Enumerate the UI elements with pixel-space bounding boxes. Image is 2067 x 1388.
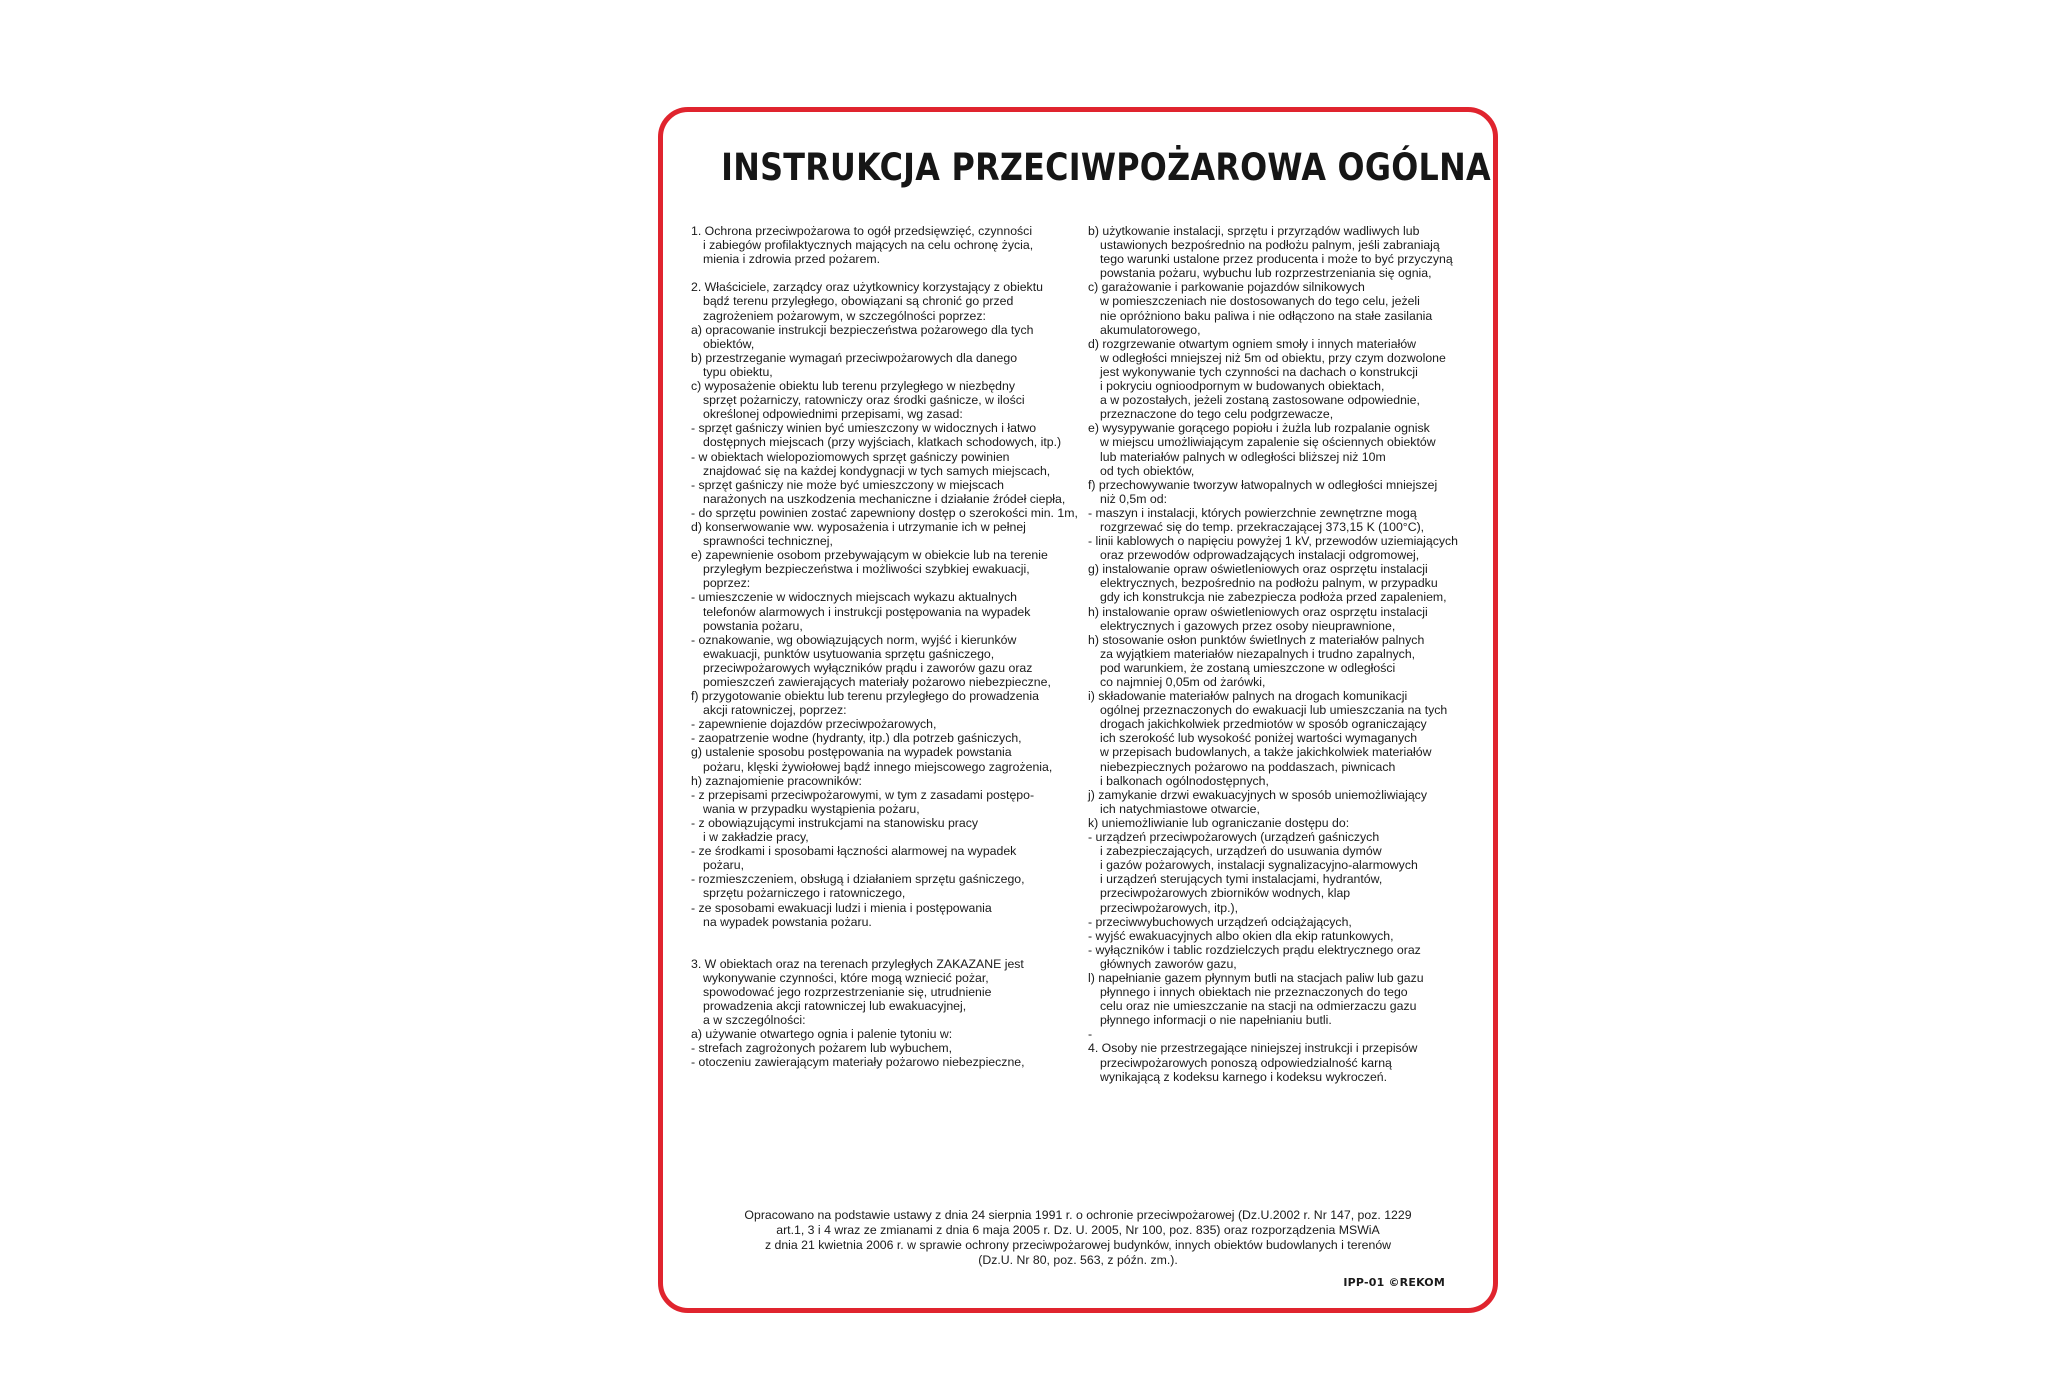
instruction-line: a) opracowanie instrukcji bezpieczeństwa pożarowego dla tych bbox=[691, 322, 1034, 337]
instruction-line: narażonych na uszkodzenia mechaniczne i działanie źródeł ciepła, bbox=[703, 491, 1066, 506]
instruction-line: l) napełnianie gazem płynnym butli na stacjach paliw lub gazu bbox=[1088, 970, 1424, 985]
instruction-line: przeciwpożarowych zbiorników wodnych, klap bbox=[1100, 886, 1351, 901]
instruction-line: g) instalowanie opraw oświetleniowych oraz osprzętu instalacji bbox=[1088, 562, 1428, 577]
instruction-line: sprzętu pożarniczego i ratowniczego, bbox=[703, 886, 906, 901]
instruction-line: - sprzęt gaśniczy nie może być umieszczony w miejscach bbox=[691, 477, 1004, 492]
instruction-line: - do sprzętu powinien zostać zapewniony dostęp o szerokości min. 1m, bbox=[691, 505, 1078, 520]
instruction-line bbox=[691, 929, 1074, 957]
instruction-line: przyległym bezpieczeństwa i możliwości szybkiej ewakuacji, bbox=[703, 562, 1030, 577]
instruction-line: i zabezpieczających, urządzeń do usuwania dymów bbox=[1100, 844, 1382, 859]
instruction-line: pożaru, bbox=[703, 858, 745, 873]
instruction-line: gdy ich konstrukcja nie zabezpiecza podłoża przed zapaleniem, bbox=[1100, 590, 1447, 605]
instruction-line: co najmniej 0,05m od żarówki, bbox=[1100, 675, 1266, 689]
instruction-line: płynnego i innych obiektach nie przeznaczonych do tego bbox=[1100, 985, 1408, 1000]
instruction-line: niż 0,5m od: bbox=[1100, 491, 1167, 506]
instruction-line: przeciwpożarowych, itp.), bbox=[1100, 900, 1239, 915]
instruction-line: a w pozostałych, jeżeli zostaną zastosowane odpowiednie, bbox=[1100, 393, 1420, 408]
instruction-line: c) garażowanie i parkowanie pojazdów silnikowych bbox=[1088, 280, 1365, 295]
instruction-line: prowadzenia akcji ratowniczej lub ewakuacyjnej, bbox=[703, 998, 967, 1013]
instruction-line: - linii kablowych o napięciu powyżej 1 kV, przewodów uziemiających bbox=[1088, 534, 1458, 549]
instruction-line: przeciwpożarowych ponoszą odpowiedzialność karną bbox=[1100, 1055, 1392, 1070]
instruction-line: - rozmieszczeniem, obsługą i działaniem sprzętu gaśniczego, bbox=[691, 872, 1025, 887]
instruction-line: pomieszczeń zawierających materiały pożarowo niebezpieczne, bbox=[703, 675, 1051, 689]
instruction-line: - zaopatrzenie wodne (hydranty, itp.) dla potrzeb gaśniczych, bbox=[691, 731, 1022, 746]
instruction-line: i pokryciu ognioodpornym w budowanych obiektach, bbox=[1100, 379, 1385, 394]
instruction-line: - z przepisami przeciwpożarowymi, w tym z zasadami postępo- bbox=[691, 787, 1035, 802]
right-column bbox=[1088, 224, 1472, 1084]
fire-safety-sign bbox=[658, 107, 1498, 1313]
instruction-line: 2. Właściciele, zarządcy oraz użytkownicy korzystający z obiektu bbox=[691, 280, 1043, 295]
instruction-line: - wyłączników i tablic rozdzielczych prądu elektrycznego oraz bbox=[1088, 942, 1421, 957]
instruction-line: rozgrzewać się do temp. przekraczającej 373,15 K (100°C), bbox=[1100, 519, 1425, 534]
instruction-line: powstania pożaru, bbox=[703, 618, 803, 633]
instruction-line: ewakuacji, punktów usytuowania sprzętu gaśniczego, bbox=[703, 646, 995, 661]
instruction-line: e) zapewnienie osobom przebywającym w obiekcie lub na terenie bbox=[691, 548, 1048, 563]
instruction-line: dostępnych miejscach (przy wyjściach, klatkach schodowych, itp.) bbox=[703, 435, 1062, 450]
instruction-line: lub materiałów palnych w odległości bliższej niż 10m bbox=[1100, 449, 1386, 464]
instruction-line: w pomieszczeniach nie dostosowanych do tego celu, jeżeli bbox=[1100, 294, 1420, 309]
instruction-line: d) konserwowanie ww. wyposażenia i utrzymanie ich w pełnej bbox=[691, 519, 1026, 534]
instruction-line: sprawności technicznej, bbox=[703, 534, 833, 549]
instruction-line: tego warunki ustalone przez producenta i może to być przyczyną bbox=[1100, 252, 1453, 267]
instruction-line: znajdować się na każdej kondygnacji w tych samych miejscach, bbox=[703, 463, 1051, 478]
instruction-line: przeciwpożarowych wyłączników prądu i zaworów gazu oraz bbox=[703, 660, 1033, 675]
instruction-line: wykonywanie czynności, które mogą wzniecić pożar, bbox=[703, 970, 989, 985]
instruction-line: bądź terenu przyległego, obowiązani są chronić go przed bbox=[703, 294, 1014, 309]
instruction-line: 4. Osoby nie przestrzegające niniejszej instrukcji i przepisów bbox=[1088, 1041, 1418, 1056]
instruction-line: od tych obiektów, bbox=[1100, 463, 1195, 478]
instruction-line: h) stosowanie osłon punktów świetlnych z materiałów palnych bbox=[1088, 632, 1425, 647]
instruction-line: w odległości mniejszej niż 5m od obiektu, przy czym dozwolone bbox=[1100, 350, 1446, 365]
instruction-line: obiektów, bbox=[703, 336, 755, 351]
instruction-line: - zapewnienie dojazdów przeciwpożarowych, bbox=[691, 717, 937, 732]
instruction-line: 3. W obiektach oraz na terenach przyległych ZAKAZANE jest bbox=[691, 956, 1024, 971]
instruction-line: określonej odpowiednimi przepisami, wg zasad: bbox=[703, 407, 963, 422]
instruction-line: spowodować jego rozprzestrzenianie się, utrudnienie bbox=[703, 984, 992, 999]
instruction-line: pożaru, klęski żywiołowej bądź innego miejscowego zagrożenia, bbox=[703, 759, 1053, 774]
instruction-line: a) używanie otwartego ognia i palenie tytoniu w: bbox=[691, 1027, 953, 1042]
instruction-line: f) przechowywanie tworzyw łatwopalnych w odległości mniejszej bbox=[1088, 477, 1438, 492]
instruction-line: d) rozgrzewanie otwartym ogniem smoły i innych materiałów bbox=[1088, 336, 1417, 351]
instruction-line: wania w przypadku wystąpienia pożaru, bbox=[703, 801, 920, 816]
instruction-line: - bbox=[1088, 1027, 1093, 1042]
instruction-line: f) przygotowanie obiektu lub terenu przyległego do prowadzenia bbox=[691, 689, 1039, 704]
instruction-line: j) zamykanie drzwi ewakuacyjnych w sposób uniemożliwiający bbox=[1088, 787, 1427, 802]
instruction-line: płynnego informacji o nie napełnianiu butli. bbox=[1100, 1013, 1332, 1028]
instruction-line: h) zaznajomienie pracowników: bbox=[691, 773, 862, 788]
instruction-line: za wyjątkiem materiałów niezapalnych i trudno zapalnych, bbox=[1100, 646, 1416, 661]
instruction-line: sprzęt pożarniczy, ratowniczy oraz środki gaśnicze, w ilości bbox=[703, 393, 1025, 408]
footer-line: art.1, 3 i 4 wraz ze zmianami z dnia 6 maja 2005 r. Dz. U. 2005, Nr 100, poz. 835) oraz rozporządzenia MSWiA bbox=[776, 1223, 1380, 1237]
instruction-line: i zabiegów profilaktycznych mających na celu ochronę życia, bbox=[703, 238, 1034, 253]
instruction-line: elektrycznych i gazowych przez osoby nieuprawnione, bbox=[1100, 618, 1396, 633]
instruction-line: na wypadek powstania pożaru. bbox=[703, 914, 872, 929]
instruction-line: telefonów alarmowych i instrukcji postępowania na wypadek bbox=[703, 604, 1031, 619]
instruction-line: niebezpiecznych pożarowo na poddaszach, piwnicach bbox=[1100, 759, 1396, 774]
instruction-line: pod warunkiem, że zostaną umieszczone w odległości bbox=[1100, 660, 1396, 675]
instruction-line: i) składowanie materiałów palnych na drogach komunikacji bbox=[1088, 689, 1408, 704]
instruction-line: - otoczeniu zawierającym materiały pożarowo niebezpieczne, bbox=[691, 1055, 1025, 1070]
instruction-line: zagrożeniem pożarowym, w szczególności poprzez: bbox=[703, 308, 986, 323]
instruction-line: elektrycznych, bezpośrednio na podłożu palnym, w przypadku bbox=[1100, 576, 1438, 591]
instruction-line: nie opróżniono baku paliwa i nie odłączono na stałe zasilania bbox=[1100, 308, 1433, 323]
instruction-line: h) instalowanie opraw oświetleniowych oraz osprzętu instalacji bbox=[1088, 604, 1428, 619]
instruction-line: k) uniemożliwianie lub ograniczanie dostępu do: bbox=[1088, 815, 1350, 830]
footer-line: (Dz.U. Nr 80, poz. 563, z późn. zm.). bbox=[978, 1253, 1178, 1267]
instruction-line: g) ustalenie sposobu postępowania na wypadek powstania bbox=[691, 745, 1012, 760]
instruction-line: - ze sposobami ewakuacji ludzi i mienia i postępowania bbox=[691, 900, 992, 915]
instruction-line: ustawionych bezpośrednio na podłożu palnym, jeśli zabraniają bbox=[1100, 238, 1440, 253]
instruction-line: w miejscu umożliwiającym zapalenie się ościennych obiektów bbox=[1100, 435, 1436, 450]
instruction-line: i balkonach ogólnodostępnych, bbox=[1100, 773, 1269, 788]
instruction-line: - strefach zagrożonych pożarem lub wybuchem, bbox=[691, 1041, 953, 1056]
instruction-line: akumulatorowego, bbox=[1100, 322, 1201, 337]
instruction-line: drogach jakichkolwiek przedmiotów w sposób ograniczający bbox=[1100, 717, 1427, 732]
instruction-line: 1. Ochrona przeciwpożarowa to ogół przedsięwzięć, czynności bbox=[691, 224, 1033, 238]
instruction-line: - umieszczenie w widocznych miejscach wykazu aktualnych bbox=[691, 590, 1017, 605]
legal-basis-footer bbox=[683, 1208, 1473, 1268]
instruction-line: wynikającą z kodeksu karnego i kodeksu wykroczeń. bbox=[1100, 1069, 1388, 1084]
instruction-line: ogólnej przeznaczonych do ewakuacji lub umieszczania na tych bbox=[1100, 703, 1448, 718]
instruction-line: przeznaczone do tego celu podgrzewacze, bbox=[1100, 407, 1334, 422]
instruction-line: - oznakowanie, wg obowiązujących norm, wyjść i kierunków bbox=[691, 632, 1017, 647]
instruction-line: jest wykonywanie tych czynności na dachach o konstrukcji bbox=[1100, 364, 1418, 379]
instruction-line: - w obiektach wielopoziomowych sprzęt gaśniczy powinien bbox=[691, 449, 1010, 464]
instruction-line: i w zakładzie pracy, bbox=[703, 830, 809, 845]
instruction-line: akcji ratowniczej, poprzez: bbox=[703, 703, 847, 718]
instruction-line: b) użytkowanie instalacji, sprzętu i przyrządów wadliwych lub bbox=[1088, 224, 1420, 238]
product-code: IPP-01 ©REKOM bbox=[1343, 1276, 1445, 1289]
footer-line: Opracowano na podstawie ustawy z dnia 24 sierpnia 1991 r. o ochronie przeciwpożarowej (Dz.U.2002 r. Nr 147, poz. 1229 bbox=[744, 1208, 1412, 1222]
instruction-line bbox=[691, 266, 1074, 280]
footer-line: z dnia 21 kwietnia 2006 r. w sprawie ochrony przeciwpożarowej budynków, innych obiektów budowlanych i terenów bbox=[764, 1238, 1392, 1252]
instruction-line: w przepisach budowlanych, a także jakichkolwiek materiałów bbox=[1100, 745, 1432, 760]
left-column bbox=[691, 224, 1078, 1070]
instruction-line: - maszyn i instalacji, których powierzchnie zewnętrzne mogą bbox=[1088, 505, 1417, 520]
instruction-line: - urządzeń przeciwpożarowych (urządzeń gaśniczych bbox=[1088, 830, 1380, 845]
instruction-line: a w szczególności: bbox=[703, 1013, 806, 1028]
instruction-line: - ze środkami i sposobami łączności alarmowej na wypadek bbox=[691, 844, 1017, 859]
instruction-line: - sprzęt gaśniczy winien być umieszczony w widocznych i łatwo bbox=[691, 421, 1037, 436]
instruction-line: powstania pożaru, wybuchu lub rozprzestrzeniania się ognia, bbox=[1100, 266, 1432, 281]
instruction-line: - wyjść ewakuacyjnych albo okien dla ekip ratunkowych, bbox=[1088, 928, 1394, 943]
instruction-line: i urządzeń sterujących tymi instalacjami, hydrantów, bbox=[1100, 872, 1383, 887]
instruction-line: ich natychmiastowe otwarcie, bbox=[1100, 801, 1260, 816]
instruction-line: mienia i zdrowia przed pożarem. bbox=[703, 252, 881, 267]
instruction-line: - przeciwwybuchowych urządzeń odciążających, bbox=[1088, 914, 1352, 929]
instruction-line: poprzez: bbox=[703, 576, 751, 591]
instruction-line: e) wysypywanie gorącego popiołu i żużla lub rozpalanie ognisk bbox=[1088, 421, 1430, 436]
instruction-line: celu oraz nie umieszczanie na stacji na odmierzaczu gazu bbox=[1100, 999, 1417, 1014]
instruction-line: i gazów pożarowych, instalacji sygnalizacyjno-alarmowych bbox=[1100, 858, 1418, 873]
instruction-line: c) wyposażenie obiektu lub terenu przyległego w niezbędny bbox=[691, 379, 1016, 394]
instruction-line: ich szerokość lub wysokość poniżej wartości wymaganych bbox=[1100, 731, 1418, 746]
instruction-line: b) przestrzeganie wymagań przeciwpożarowych dla danego bbox=[691, 350, 1018, 365]
sign-title: INSTRUKCJA PRZECIWPOŻAROWA OGÓLNA bbox=[721, 146, 1491, 189]
instruction-line: - z obowiązującymi instrukcjami na stanowisku pracy bbox=[691, 815, 979, 830]
instruction-line: typu obiektu, bbox=[703, 364, 773, 379]
instruction-line: oraz przewodów odprowadzających instalacji odgromowej, bbox=[1100, 548, 1420, 563]
instruction-line: głównych zaworów gazu, bbox=[1100, 956, 1237, 971]
